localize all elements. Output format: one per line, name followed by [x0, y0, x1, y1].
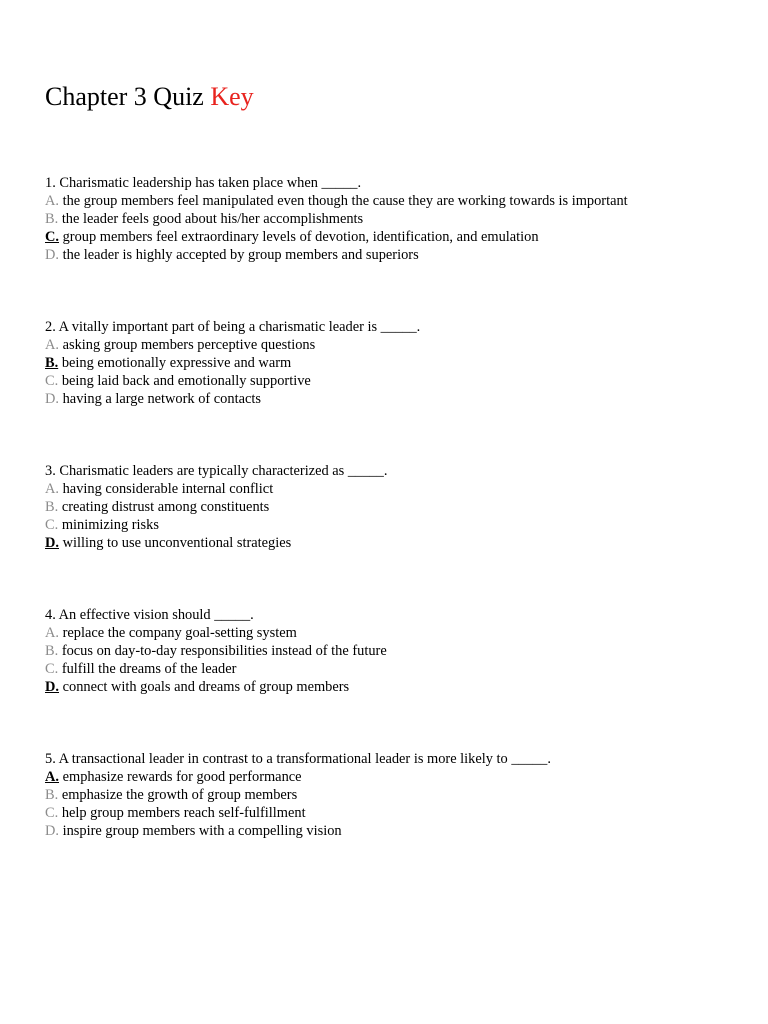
option-text: the group members feel manipulated even though the cause they are working towards is important: [62, 193, 628, 209]
answer-option-c-correct: [45, 228, 745, 246]
option-letter: B.: [45, 643, 59, 659]
option-text: willing to use unconventional strategies: [62, 535, 292, 551]
question-prompt: 2. A vitally important part of being a charismatic leader is _____.: [45, 319, 421, 335]
answer-option-c: [45, 372, 745, 390]
answer-option-d: [45, 822, 745, 840]
option-text: inspire group members with a compelling vision: [62, 823, 342, 839]
option-letter: D.: [45, 535, 59, 551]
answer-option-c: [45, 804, 745, 822]
option-letter: A.: [45, 769, 59, 785]
option-letter: A.: [45, 625, 59, 641]
answer-option-b: [45, 786, 745, 804]
option-letter: A.: [45, 481, 59, 497]
option-text: focus on day-to-day responsibilities instead of the future: [61, 643, 387, 659]
option-letter: D.: [45, 247, 59, 263]
option-text: emphasize the growth of group members: [61, 787, 298, 803]
option-letter: C.: [45, 229, 59, 245]
question-prompt: 5. A transactional leader in contrast to a transformational leader is more likely to _____.: [45, 751, 551, 767]
answer-option-a: [45, 192, 745, 210]
page-title: [45, 80, 254, 114]
title-main: Chapter 3 Quiz: [45, 82, 204, 111]
option-letter: B.: [45, 499, 59, 515]
option-letter: C.: [45, 805, 59, 821]
title-key-accent: Key: [210, 82, 254, 111]
option-text: minimizing risks: [61, 517, 159, 533]
answer-option-c: [45, 660, 745, 678]
option-letter: C.: [45, 661, 59, 677]
answer-option-c: [45, 516, 745, 534]
option-letter: D.: [45, 391, 59, 407]
option-letter: B.: [45, 787, 59, 803]
question-3: [45, 462, 745, 552]
option-letter: A.: [45, 337, 59, 353]
answer-option-b: [45, 210, 745, 228]
answer-option-a-correct: [45, 768, 745, 786]
question-prompt: 3. Charismatic leaders are typically characterized as _____.: [45, 463, 388, 479]
option-text: asking group members perceptive questions: [62, 337, 316, 353]
option-text: being emotionally expressive and warm: [61, 355, 292, 371]
option-text: emphasize rewards for good performance: [62, 769, 302, 785]
option-text: replace the company goal-setting system: [62, 625, 297, 641]
answer-option-a: [45, 624, 745, 642]
option-letter: B.: [45, 355, 59, 371]
option-text: being laid back and emotionally supportive: [61, 373, 311, 389]
answer-option-a: [45, 480, 745, 498]
option-letter: A.: [45, 193, 59, 209]
option-text: having considerable internal conflict: [62, 481, 274, 497]
option-letter: C.: [45, 517, 59, 533]
option-text: fulfill the dreams of the leader: [61, 661, 237, 677]
question-2: [45, 318, 745, 408]
answer-option-d: [45, 246, 745, 264]
option-letter: C.: [45, 373, 59, 389]
option-text: group members feel extraordinary levels of devotion, identification, and emulation: [62, 229, 539, 245]
option-letter: D.: [45, 679, 59, 695]
answer-option-b: [45, 498, 745, 516]
option-text: help group members reach self-fulfillment: [61, 805, 306, 821]
question-prompt: 1. Charismatic leadership has taken place when _____.: [45, 175, 362, 191]
option-letter: D.: [45, 823, 59, 839]
question-prompt: 4. An effective vision should _____.: [45, 607, 254, 623]
option-text: the leader is highly accepted by group members and superiors: [62, 247, 419, 263]
answer-option-d-correct: [45, 534, 745, 552]
option-text: connect with goals and dreams of group members: [62, 679, 350, 695]
question-1: [45, 174, 745, 264]
question-4: [45, 606, 745, 696]
option-text: having a large network of contacts: [62, 391, 261, 407]
answer-option-d: [45, 390, 745, 408]
answer-option-b-correct: [45, 354, 745, 372]
option-text: the leader feels good about his/her accomplishments: [61, 211, 364, 227]
answer-option-b: [45, 642, 745, 660]
option-text: creating distrust among constituents: [61, 499, 270, 515]
question-5: [45, 750, 745, 840]
answer-option-a: [45, 336, 745, 354]
option-letter: B.: [45, 211, 59, 227]
answer-option-d-correct: [45, 678, 745, 696]
